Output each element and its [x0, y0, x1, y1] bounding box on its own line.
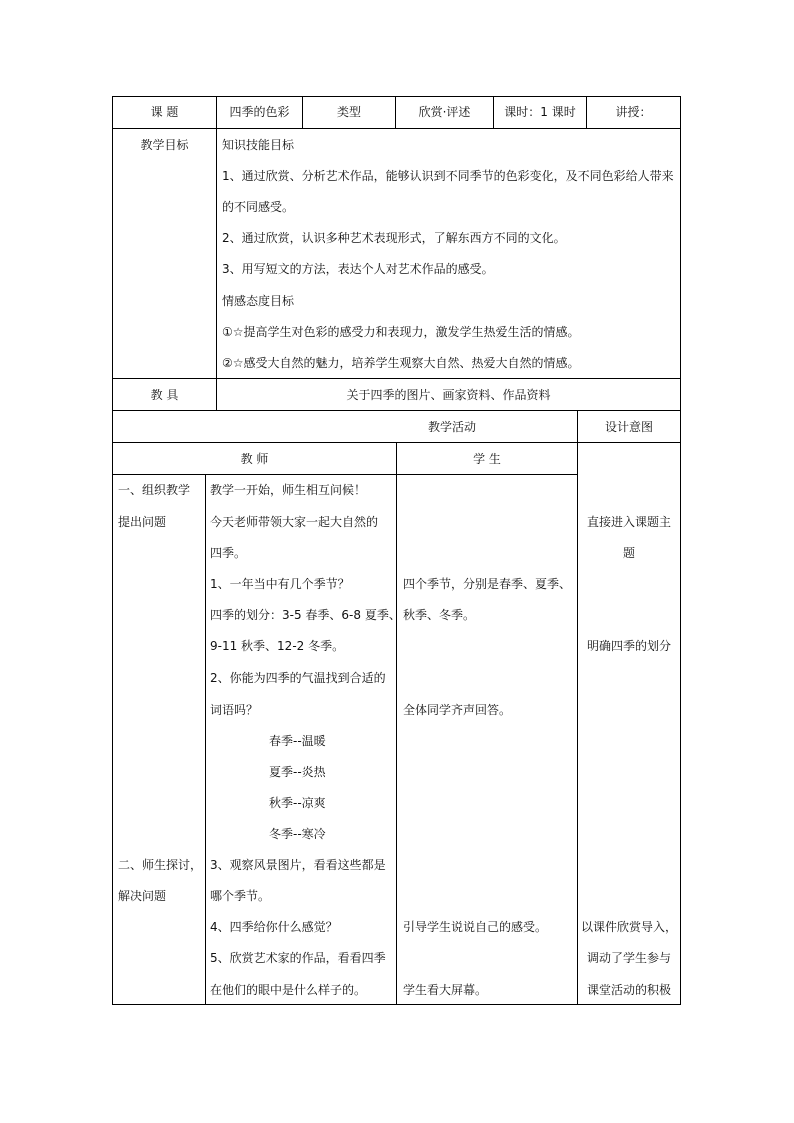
teacher-line: 9-11 秋季、12-2 冬季。: [210, 639, 345, 653]
row-divider: [112, 378, 681, 379]
objective-item: 的不同感受。: [222, 200, 295, 214]
objective-item: 1、通过欣赏、分析艺术作品，能够认识到不同季节的色彩变化，及不同色彩给人带来: [222, 169, 674, 183]
topic-label: 课 题: [150, 105, 179, 119]
row-divider: [112, 128, 681, 129]
emotion-item: ①☆提高学生对色彩的感受力和表现力，激发学生热爱生活的情感。: [222, 325, 580, 339]
lecturer-label: 讲授：: [615, 105, 652, 119]
topic-value: 四季的色彩: [229, 105, 290, 119]
type-label: 类型: [336, 105, 361, 119]
teacher-line: 3、观察风景图片，看看这些都是: [210, 858, 386, 872]
student-line: 学生看大屏幕。: [403, 983, 488, 997]
teacher-line: 5、欣赏艺术家的作品，看看四季: [210, 951, 386, 965]
col-divider: [205, 474, 206, 1005]
row-divider: [112, 474, 577, 475]
tools-value: 关于四季的图片、画家资料、作品资料: [346, 388, 551, 402]
season-word: 冬季--寒冷: [269, 827, 326, 841]
col-divider: [396, 442, 397, 1005]
design-line: 题: [622, 546, 635, 560]
teacher-line: 今天老师带领大家一起大自然的: [210, 515, 379, 529]
type-value: 欣赏·评述: [418, 105, 471, 119]
table-left-border: [112, 96, 113, 1005]
student-line: 全体同学齐声回答。: [403, 703, 512, 717]
teacher-line: 在他们的眼中是什么样子的。: [210, 983, 367, 997]
design-line: 以课件欣赏导入，: [580, 920, 677, 934]
teacher-line: 词语吗？: [210, 703, 259, 717]
col-divider: [577, 410, 578, 1005]
table-right-border: [680, 96, 681, 1005]
design-line: 调动了学生参与: [586, 951, 671, 965]
objective-item: 2、通过欣赏，认识多种艺术表现形式，了解东西方不同的文化。: [222, 231, 566, 245]
knowledge-goal-title: 知识技能目标: [222, 138, 295, 152]
stage-title: 解决问题: [118, 889, 167, 903]
design-line: 直接进入课题主: [586, 515, 671, 529]
student-line: 引导学生说说自己的感受。: [403, 920, 548, 934]
class-hours: 课时：1 课时: [504, 105, 576, 119]
teacher-line: 4、四季给你什么感觉？: [210, 920, 338, 934]
stage-title: 一、组织教学: [118, 483, 191, 497]
season-word: 夏季--炎热: [269, 765, 326, 779]
teacher-line: 1、一年当中有几个季节？: [210, 577, 350, 591]
design-line: 课堂活动的积极: [586, 983, 671, 997]
col-divider: [216, 96, 217, 410]
design-intent-header: 设计意图: [604, 420, 653, 434]
student-line: 四个季节，分别是春季、夏季、: [403, 577, 572, 591]
stage-title: 二、师生探讨，: [118, 858, 203, 872]
teacher-line: 四季。: [210, 546, 247, 560]
teacher-line: 教学一开始，师生相互问候！: [210, 483, 367, 497]
teacher-line: 哪个季节。: [210, 889, 271, 903]
emotion-item: ②☆感受大自然的魅力，培养学生观察大自然、热爱大自然的情感。: [222, 356, 580, 370]
activity-header: 教学活动: [428, 420, 477, 434]
emotion-goal-title: 情感态度目标: [222, 294, 295, 308]
teacher-header: 教 师: [240, 452, 269, 466]
student-header: 学 生: [473, 452, 501, 466]
stage-title: 提出问题: [118, 515, 167, 529]
season-word: 秋季--凉爽: [269, 796, 326, 810]
teacher-line: 四季的划分：3-5 春季、6-8 夏季、: [210, 608, 401, 622]
design-line: 明确四季的划分: [586, 639, 671, 653]
objective-item: 3、用写短文的方法，表达个人对艺术作品的感受。: [222, 262, 494, 276]
row-divider: [112, 410, 681, 411]
table-top-border: [112, 96, 681, 97]
season-word: 春季--温暖: [269, 734, 326, 748]
teacher-line: 2、你能为四季的气温找到合适的: [210, 671, 386, 685]
student-line: 秋季、冬季。: [403, 608, 476, 622]
objectives-label: 教学目标: [140, 138, 189, 152]
tools-label: 教 具: [150, 388, 179, 402]
